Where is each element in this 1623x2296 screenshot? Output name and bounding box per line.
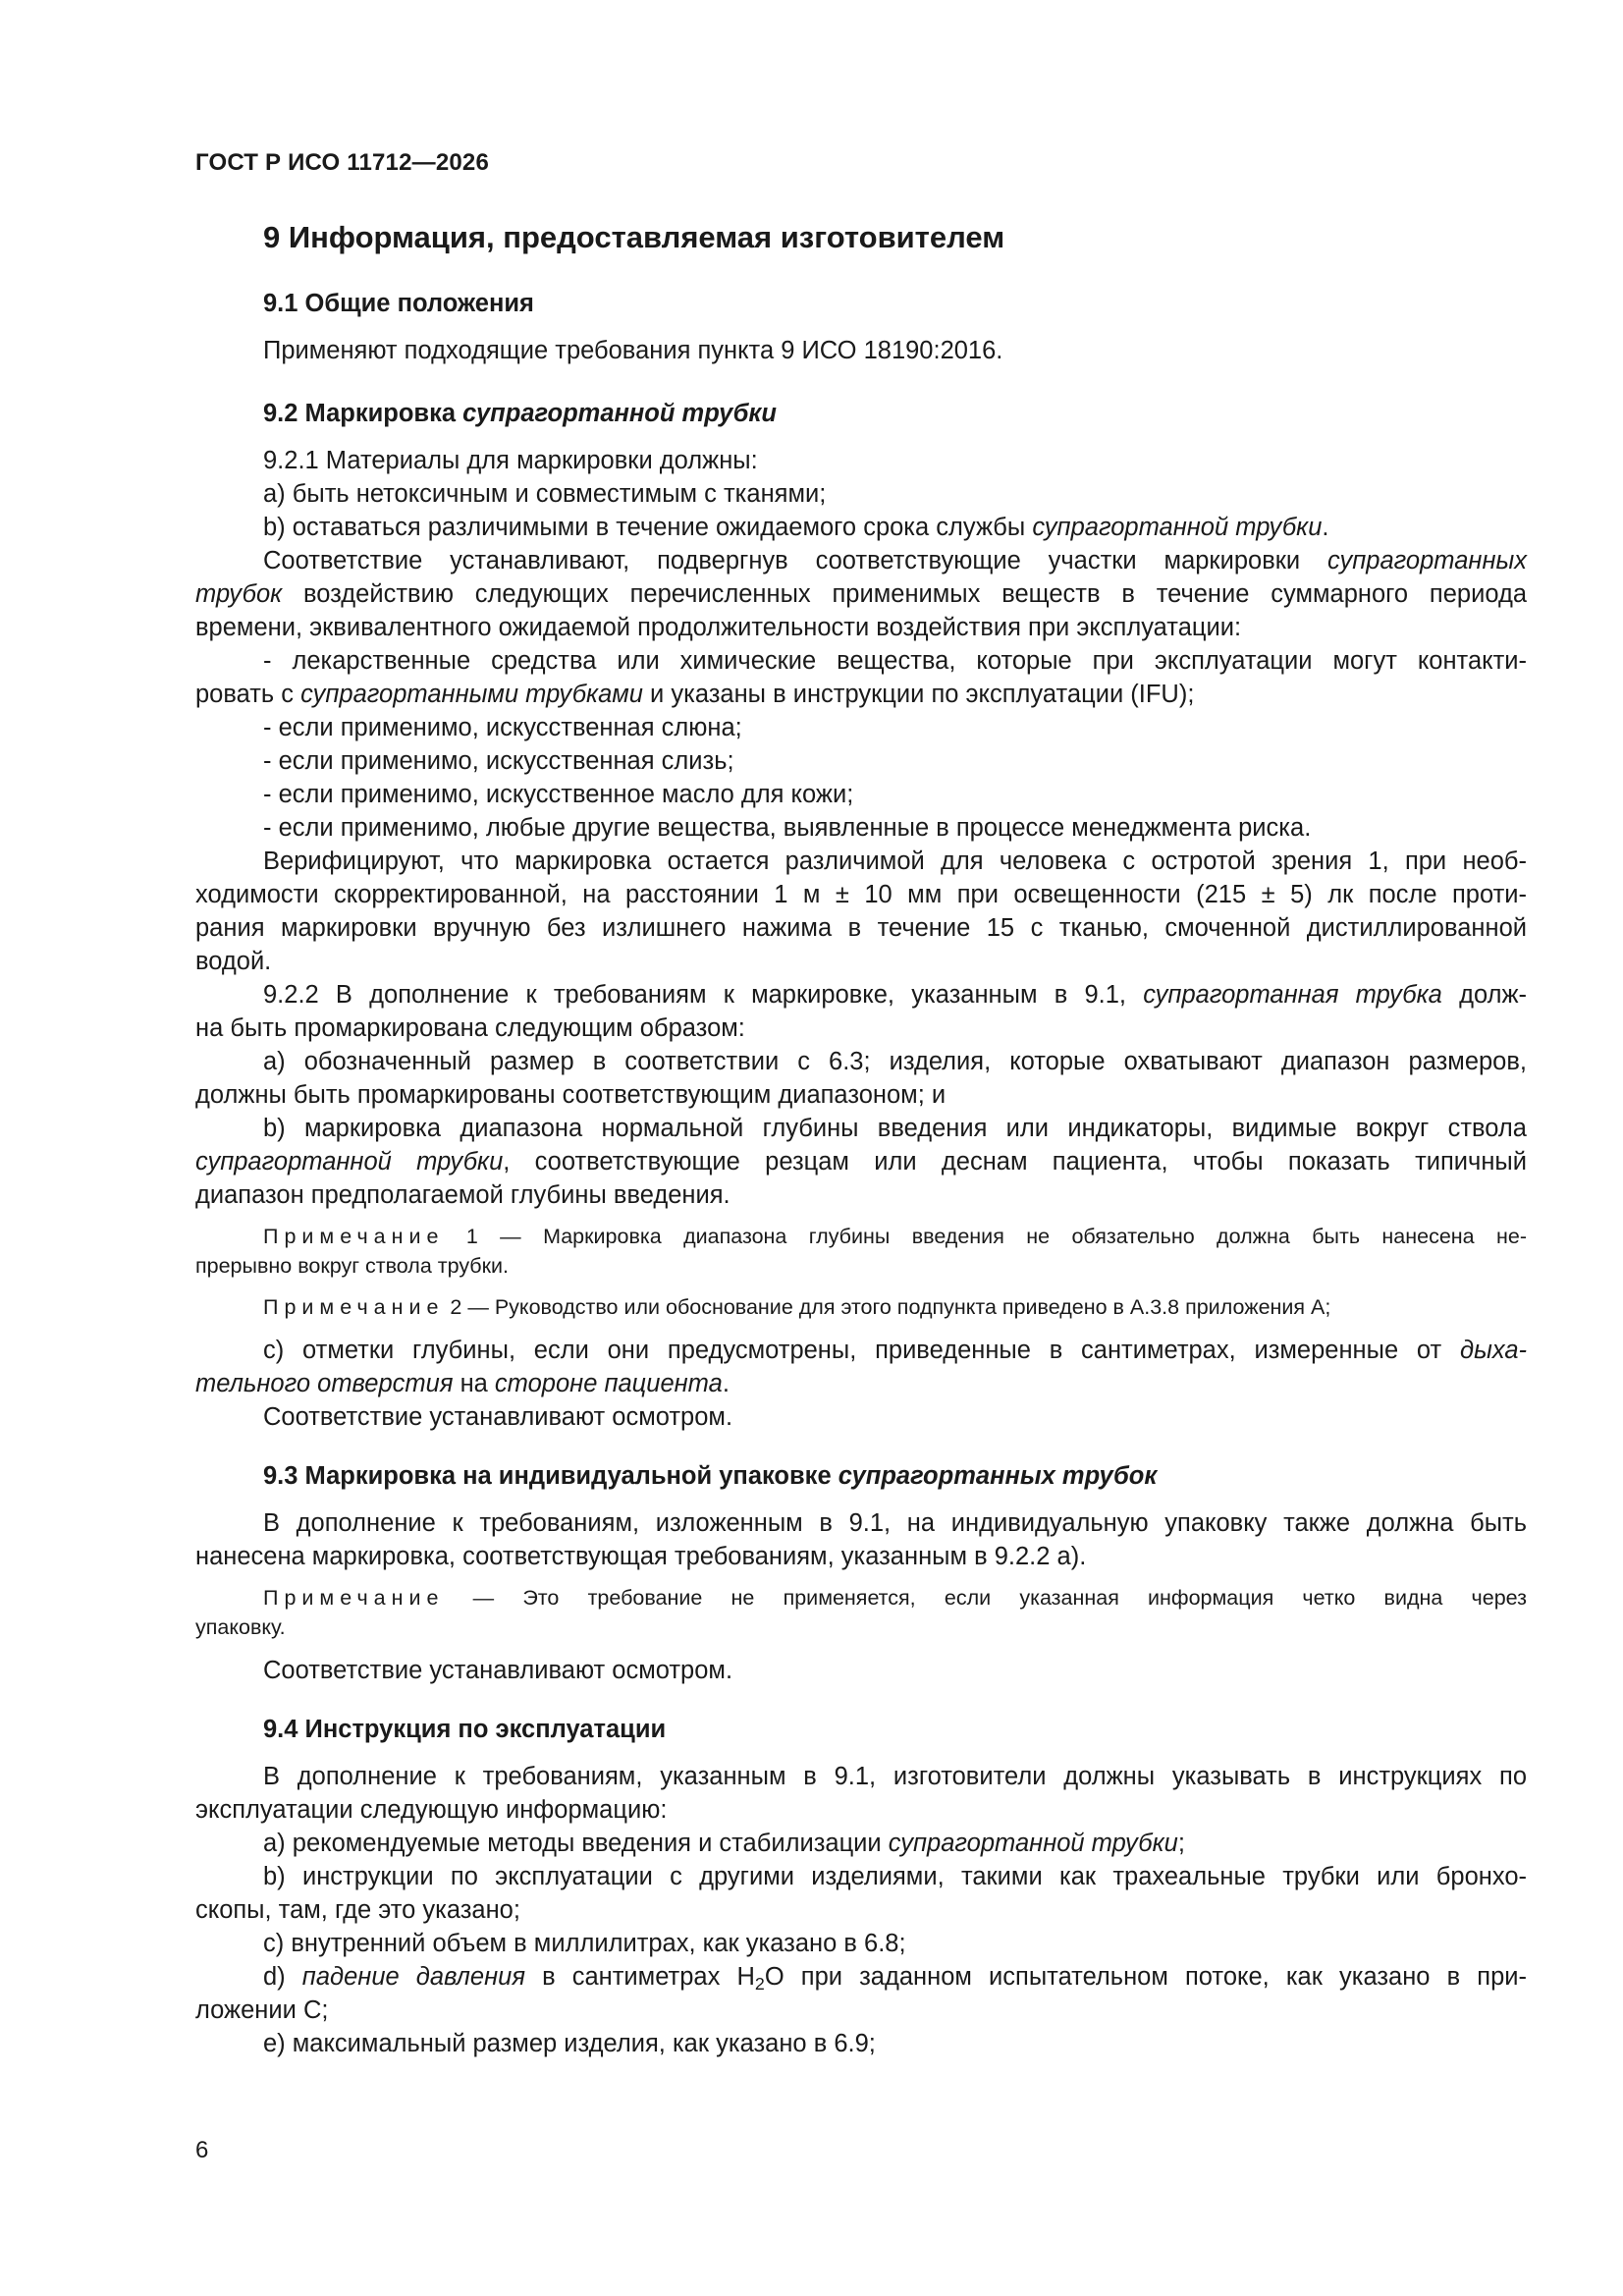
list-item-b: b) инструкции по эксплуатации с другими изделиями, такими как трахеальные трубки или бронхо- <box>263 1863 1527 1890</box>
list-item-a: a) обозначенный размер в соответствии с 6.3; изделия, которые охватывают диапазон размеров, <box>263 1048 1527 1075</box>
list-item-b-line: диапазон предполагаемой глубины введения. <box>195 1181 730 1209</box>
subsection-9-1-text: Применяют подходящие требования пункта 9 ИСО 18190:2016. <box>263 337 1003 364</box>
dash-item: - если применимо, искусственная слизь; <box>263 747 734 775</box>
subsection-9-2-title: 9.2 Маркировка супрагортанной трубки <box>263 400 777 427</box>
conformity-paragraph-line: трубок воздействию следующих перечисленных применимых веществ в течение суммарного периода <box>195 580 1527 608</box>
dash-item: - если применимо, искусственная слюна; <box>263 714 742 741</box>
note-1: Примечание 1 — Маркировка диапазона глубины введения не обязательно должна быть нанесена не- прерывно вокруг ствола трубки. <box>195 1225 1527 1278</box>
verification-paragraph-line: ходимости скорректированной, на расстоянии 1 м ± 10 мм при освещенности (215 ± 5) лк после проти- <box>195 881 1527 908</box>
verification-paragraph-line: водой. <box>195 948 272 975</box>
list-item-b: b) оставаться различимыми в течение ожидаемого срока службы супрагортанной трубки. <box>263 514 1329 541</box>
list-item-a: a) рекомендуемые методы введения и стабилизации супрагортанной трубки; <box>263 1830 1185 1857</box>
page-content <box>195 218 1527 2060</box>
list-item-a: a) быть нетоксичным и совместимым с тканями; <box>263 480 827 508</box>
note-label: Примечание <box>263 1295 445 1319</box>
clause-9-2-1: 9.2.1 Материалы для маркировки должны: <box>263 447 758 474</box>
list-item-b: b) маркировка диапазона нормальной глубины введения или индикаторы, видимые вокруг ствола <box>263 1115 1527 1142</box>
subsection-9-4-title: 9.4 Инструкция по эксплуатации <box>263 1716 667 1743</box>
list-item-b-line: супрагортанной трубки, соответствующие резцам или деснам пациента, чтобы показать типичный <box>195 1148 1527 1175</box>
note-label: Примечание <box>263 1586 445 1610</box>
subsection-9-4-body: В дополнение к требованиям, указанным в 9.1, изготовители должны указывать в инструкциях по эксплуатации следующую информацию: a) рекомендуемые методы введения и стабилизации супрагортанной трубки; b) инструкции по эксплуатации с другими изделиями, такими как трахеальные трубки или бронхо- скопы, там, где это указано; c) внутренний объем в миллилитрах, как указано в 6.8; d) падение давления в сантиметрах $H_2O$ при заданном испытательном потоке, как указано в при- ложении С; e) максимальный размер изделия, как указано в 6.9; <box>195 1760 1527 2060</box>
list-item-c-line: тельного отверстия на стороне пациента. <box>195 1370 730 1397</box>
list-item-a-line: должны быть промаркированы соответствующим диапазоном; и <box>195 1081 947 1109</box>
verification-paragraph-line: рания маркировки вручную без излишнего нажима в течение 15 с тканью, смоченной дистиллированной <box>195 914 1527 942</box>
subsection-9-3-body: В дополнение к требованиям, изложенным в 9.1, на индивидуальную упаковку также должна быть нанесена маркировка, соответствующая требованиям, указанным в 9.2.2 а). Примечание — Это требование не применяется, если указанная информация четко видна через упаковку. Соответствие устанавливают осмотром. <box>195 1506 1527 1687</box>
subsection-9-3-title: 9.3 Маркировка на индивидуальной упаковке супрагортанных трубок <box>263 1462 1158 1490</box>
subsection-9-2-body <box>195 444 1527 1434</box>
clause-9-2-2-line: на быть промаркирована следующим образом: <box>195 1014 745 1042</box>
note-9-3: Примечание — Это требование не применяется, если указанная информация четко видна через упаковку. <box>195 1586 1527 1639</box>
list-item-c: c) внутренний объем в миллилитрах, как указано в 6.8; <box>263 1930 906 1957</box>
document-code-header: ГОСТ Р ИСО 11712—2026 <box>195 149 490 176</box>
conformity-statement: Соответствие устанавливают осмотром. <box>263 1403 733 1431</box>
list-item-c: c) отметки глубины, если они предусмотрены, приведенные в сантиметрах, измеренные от дыха- <box>263 1337 1527 1364</box>
list-item-e: e) максимальный размер изделия, как указано в 6.9; <box>263 2030 876 2057</box>
dash-item: - если применимо, любые другие вещества, выявленные в процессе менеджмента риска. <box>263 814 1312 842</box>
list-item-d-line: ложении С; <box>195 1996 329 2024</box>
page-number: 6 <box>195 2137 209 2163</box>
note-label: Примечание <box>263 1225 445 1248</box>
subsection-9-1-title: 9.1 Общие положения <box>263 290 534 317</box>
clause-9-2-2: 9.2.2 В дополнение к требованиям к маркировке, указанным в 9.1, супрагортанная трубка долж- <box>263 981 1528 1009</box>
dash-item-line: ровать с супрагортанными трубками и указаны в инструкции по эксплуатации (IFU); <box>195 681 1195 708</box>
list-item-b-line: скопы, там, где это указано; <box>195 1896 520 1924</box>
verification-paragraph: Верифицируют, что маркировка остается различимой для человека с остротой зрения 1, при необ- <box>263 847 1527 875</box>
conformity-paragraph-line: времени, эквивалентного ожидаемой продолжительности воздействия при эксплуатации: <box>195 614 1242 641</box>
conformity-paragraph: Соответствие устанавливают, подвергнув соответствующие участки маркировки супрагортанных <box>263 547 1527 574</box>
section-9-title: 9 Информация, предоставляемая изготовителем <box>263 220 1005 254</box>
list-item-d: d) падение давления в сантиметрах $H_2O$ при заданном испытательном потоке, как указано в при- <box>263 1963 1527 1994</box>
conformity-statement: Соответствие устанавливают осмотром. <box>263 1657 733 1684</box>
dash-item: - лекарственные средства или химические вещества, которые при эксплуатации могут контакти- <box>263 647 1527 675</box>
note-2: Примечание 2 — Руководство или обоснование для этого подпункта приведено в А.3.8 приложения А; <box>263 1295 1331 1319</box>
dash-item: - если применимо, искусственное масло для кожи; <box>263 781 854 808</box>
